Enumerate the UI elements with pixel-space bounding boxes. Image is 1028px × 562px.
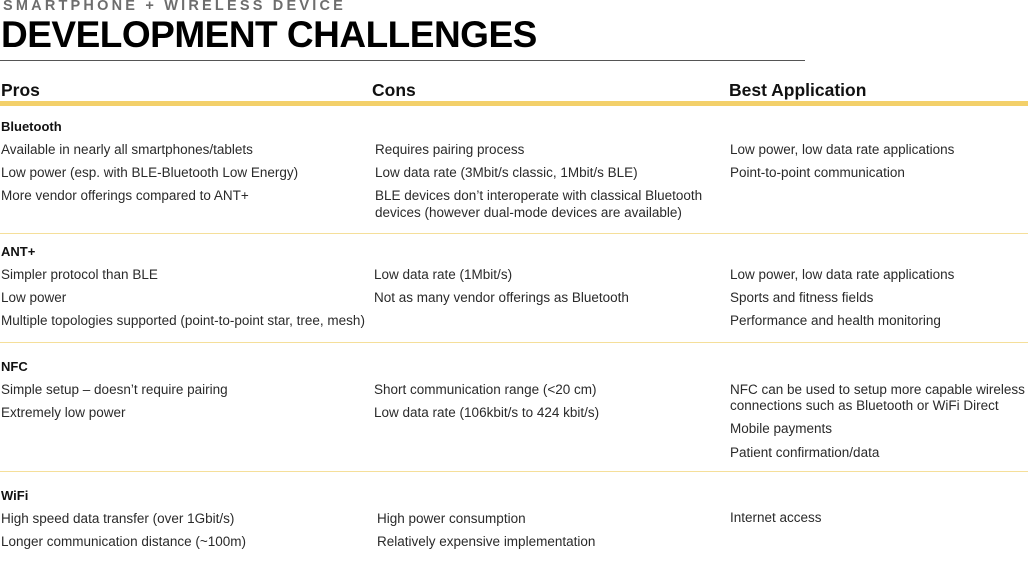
wifi-best-1: Internet access bbox=[730, 510, 822, 525]
bluetooth-con-2: Low data rate (3Mbit/s classic, 1Mbit/s BLE) bbox=[375, 165, 638, 180]
nfc-best-1-line-1: NFC can be used to setup more capable wireless bbox=[730, 382, 1025, 397]
section-divider bbox=[0, 233, 1028, 234]
bluetooth-con-1: Requires pairing process bbox=[375, 142, 525, 157]
slide-kicker: SMARTPHONE + WIRELESS DEVICE bbox=[3, 0, 346, 14]
header-divider bbox=[0, 101, 1028, 106]
section-title-bluetooth: Bluetooth bbox=[1, 119, 62, 134]
bluetooth-best-2: Point-to-point communication bbox=[730, 165, 905, 180]
bluetooth-con-3-line-2: devices (however dual-mode devices are available) bbox=[375, 205, 682, 220]
column-header-best-application: Best Application bbox=[729, 80, 867, 100]
section-divider bbox=[0, 342, 1028, 343]
wifi-pro-2: Longer communication distance (~100m) bbox=[1, 534, 247, 549]
section-title-ant-plus: ANT+ bbox=[1, 244, 36, 259]
nfc-con-1: Short communication range (<20 cm) bbox=[374, 382, 597, 397]
ant-best-1: Low power, low data rate applications bbox=[730, 267, 955, 282]
nfc-pro-2: Extremely low power bbox=[1, 405, 126, 420]
bluetooth-con-3-line-1: BLE devices don’t interoperate with classical Bluetooth bbox=[375, 188, 703, 203]
nfc-best-3: Patient confirmation/data bbox=[730, 445, 880, 460]
wifi-con-1: High power consumption bbox=[377, 511, 526, 526]
section-divider bbox=[0, 471, 1028, 472]
title-divider bbox=[0, 60, 805, 61]
ant-best-2: Sports and fitness fields bbox=[730, 290, 874, 305]
wifi-con-2: Relatively expensive implementation bbox=[377, 534, 596, 549]
ant-con-2: Not as many vendor offerings as Bluetooth bbox=[374, 290, 629, 305]
column-header-pros: Pros bbox=[1, 80, 40, 100]
column-header-cons: Cons bbox=[372, 80, 416, 100]
bluetooth-pro-3: More vendor offerings compared to ANT+ bbox=[1, 188, 249, 203]
slide-title: DEVELOPMENT CHALLENGES bbox=[1, 14, 537, 55]
ant-pro-3: Multiple topologies supported (point-to-point star, tree, mesh) bbox=[1, 313, 365, 328]
bluetooth-pro-1: Available in nearly all smartphones/tablets bbox=[1, 142, 253, 157]
nfc-best-1-line-2: connections such as Bluetooth or WiFi Direct bbox=[730, 398, 999, 413]
bluetooth-pro-2: Low power (esp. with BLE-Bluetooth Low Energy) bbox=[1, 165, 299, 180]
ant-pro-1: Simpler protocol than BLE bbox=[1, 267, 158, 282]
ant-pro-2: Low power bbox=[1, 290, 67, 305]
ant-con-1: Low data rate (1Mbit/s) bbox=[374, 267, 513, 282]
section-title-wifi: WiFi bbox=[1, 488, 29, 503]
wifi-pro-1: High speed data transfer (over 1Gbit/s) bbox=[1, 511, 235, 526]
nfc-pro-1: Simple setup – doesn’t require pairing bbox=[1, 382, 228, 397]
section-title-nfc: NFC bbox=[1, 359, 28, 374]
ant-best-3: Performance and health monitoring bbox=[730, 313, 941, 328]
nfc-best-2: Mobile payments bbox=[730, 421, 833, 436]
bluetooth-best-1: Low power, low data rate applications bbox=[730, 142, 955, 157]
nfc-con-2: Low data rate (106kbit/s to 424 kbit/s) bbox=[374, 405, 600, 420]
